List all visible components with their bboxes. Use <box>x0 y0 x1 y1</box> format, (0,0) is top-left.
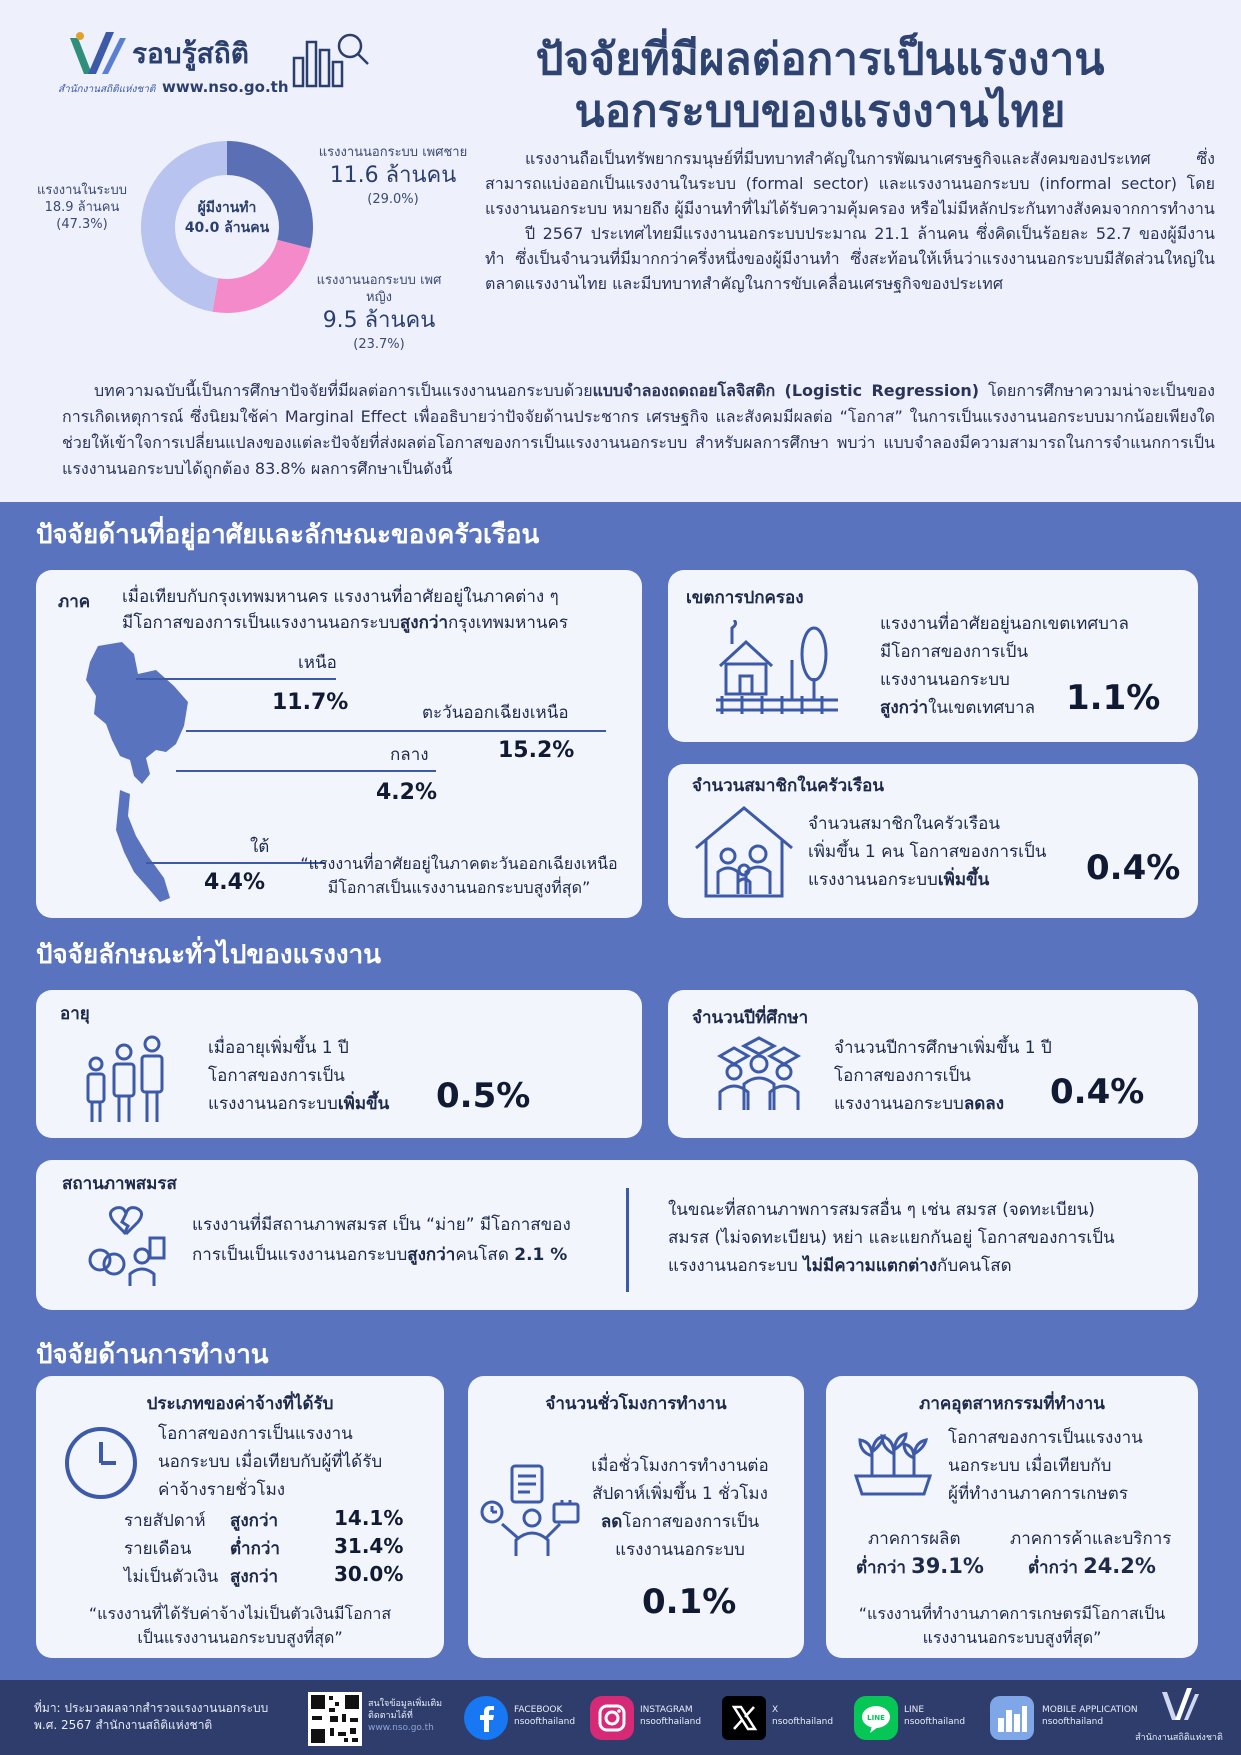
rural-house-icon <box>712 620 842 716</box>
household-line-1: จำนวนสมาชิกในครัวเรือน <box>808 814 1000 834</box>
page-title-line-2: นอกระบบของแรงงานไทย <box>574 86 1066 137</box>
clock-icon <box>62 1424 140 1502</box>
page-title-line-1: ปัจจัยที่มีผลต่อการเป็นแรงงาน <box>535 34 1105 85</box>
services-dir: ต่ำกว่า <box>1028 1558 1078 1578</box>
qr-code-icon[interactable] <box>308 1692 362 1746</box>
household-heading: จำนวนสมาชิกในครัวเรือน <box>692 776 884 796</box>
marital-left-line-1: แรงงานที่มีสถานภาพสมรส เป็น “ม่าย” มีโอกาสของ <box>192 1215 571 1235</box>
marital-divider <box>626 1188 629 1292</box>
instagram-handle: nsoofthailand <box>640 1717 702 1727</box>
municipal-line-4-rest: ในเขตเทศบาล <box>928 698 1036 718</box>
logo-url: www.nso.go.th <box>162 78 289 96</box>
marital-left-rest: คนโสด <box>455 1245 515 1265</box>
household-value: 0.4% <box>1086 848 1181 888</box>
wage-row-dir: ต่ำกว่า <box>230 1539 280 1559</box>
region-heading: ภาค <box>58 592 91 612</box>
wage-row-dir: สูงกว่า <box>230 1511 279 1531</box>
industry-line-3: ผู้ที่ทำงานภาคการเกษตร <box>948 1484 1128 1504</box>
municipal-line-2: มีโอกาสของการเป็น <box>880 642 1029 662</box>
marital-left-text <box>192 1210 632 1270</box>
wage-card <box>36 1376 444 1658</box>
region-text-c: กรุงเทพมหานคร <box>447 613 569 633</box>
marital-right-line-3 <box>668 1252 1188 1280</box>
marital-right-rest: กับคนโสด <box>937 1256 1012 1276</box>
municipal-card <box>668 570 1198 742</box>
north-value: 11.7% <box>272 690 349 715</box>
industry-line-2: นอกระบบ เมื่อเทียบกับ <box>948 1456 1112 1476</box>
industry-heading: ภาคอุตสาหกรรมที่ทำงาน <box>919 1394 1105 1414</box>
footer-social-x[interactable] <box>772 1704 833 1728</box>
intro-paragraph-3 <box>62 378 1215 482</box>
marital-left-value: 2.1 % <box>514 1245 568 1265</box>
marital-right-line-3-text: แรงงานนอกระบบ <box>668 1256 804 1276</box>
nso-footer-emblem-icon <box>1160 1686 1200 1724</box>
hours-line-3-bold: ลด <box>600 1512 623 1532</box>
municipal-line-4-bold: สูงกว่า <box>880 698 929 718</box>
age-heading: อายุ <box>60 1004 90 1024</box>
marital-right-line-1: ในขณะที่สถานภาพการสมรสอื่น ๆ เช่น สมรส (จดทะเบียน) <box>668 1200 1095 1220</box>
services-result <box>1028 1554 1156 1581</box>
wage-row <box>124 1564 424 1592</box>
section-3-title: ปัจจัยด้านการทำงาน <box>36 1340 269 1370</box>
services-value: 24.2% <box>1083 1554 1156 1578</box>
wage-row <box>124 1536 424 1564</box>
donut-center-label <box>140 198 314 238</box>
footer <box>0 1680 1241 1755</box>
education-line-2: โอกาสของการเป็น <box>834 1066 971 1086</box>
logo-title: รอบรู้สถิติ <box>132 37 249 70</box>
household-card <box>668 764 1198 918</box>
wage-row-dir: สูงกว่า <box>230 1567 279 1587</box>
footer-social-instagram[interactable] <box>640 1704 701 1728</box>
municipal-line-1: แรงงานที่อาศัยอยู่นอกเขตเทศบาล <box>880 614 1129 634</box>
wage-line-1: โอกาสของการเป็นแรงงาน <box>158 1424 353 1444</box>
wage-line-3: ค่าจ้างรายชั่วโมง <box>158 1480 286 1500</box>
footer-source-line-2: พ.ศ. 2567 สำนักงานสถิติแห่งชาติ <box>34 1718 213 1732</box>
facebook-handle: nsoofthailand <box>514 1717 576 1727</box>
hours-card <box>468 1376 804 1658</box>
northeast-label: ตะวันออกเฉียงเหนือ <box>422 703 569 723</box>
industry-quote-line-2: แรงงานนอกระบบสูงที่สุด” <box>922 1628 1102 1647</box>
region-quote-line-1: “แรงงานที่อาศัยอยู่ในภาคตะวันออกเฉียงเหนือ <box>300 854 618 873</box>
instagram-icon[interactable] <box>590 1696 634 1740</box>
industry-quote <box>826 1602 1198 1650</box>
hours-value: 0.1% <box>642 1582 737 1622</box>
age-text <box>208 1034 448 1118</box>
wage-line-2: นอกระบบ เมื่อเทียบกับผู้ที่ได้รับ <box>158 1452 383 1472</box>
region-quote <box>286 852 632 900</box>
manufacturing-result <box>856 1554 984 1581</box>
age-line-2: โอกาสของการเป็น <box>208 1066 345 1086</box>
intro-p3-b: โดยการศึกษาความน่าจะเป็นของการเกิดเหตุการณ์ ซึ่งนิยมใช้ค่า Marginal Effect เพื่ออธิบายว่าปัจจัยด้านประชากร เศรษฐกิจ และสังคมมีผลต่อ “โอกาส” ในการเป็นแรงงานนอกระบบมากน้อยเพียงใด ช่วยให้เข้าใจการเปลี่ยนแปลงของแต่ละปัจจัยที่ส่งผลต่อโอกาสของการเป็นแรงงานนอกระบบ สำหรับผลการศึกษา พบว่า แบบจำลองมีความสามารถในการจำแนกการเป็นแรงงานนอกระบบได้ถูกต้อง 83.8% ผลการศึกษาเป็นดังนี้ <box>62 381 1215 478</box>
line-icon[interactable] <box>854 1696 898 1740</box>
education-card <box>668 990 1198 1138</box>
x-name: X <box>772 1705 779 1715</box>
marital-right-text <box>668 1196 1188 1280</box>
manufacturing-label: ภาคการผลิต <box>868 1529 961 1549</box>
x-handle: nsoofthailand <box>772 1717 834 1727</box>
nso-logo[interactable] <box>58 28 378 100</box>
wage-row <box>124 1508 424 1536</box>
plant-tray-icon <box>852 1432 934 1498</box>
age-line-3 <box>208 1090 448 1118</box>
hours-text <box>570 1452 790 1564</box>
marital-right-line-2: สมรส (ไม่จดทะเบียน) หย่า และแยกกันอยู่ โอกาสของการเป็น <box>668 1228 1115 1248</box>
municipal-value: 1.1% <box>1066 678 1161 718</box>
broken-heart-rings-icon <box>84 1204 168 1288</box>
intro-text <box>485 146 1215 296</box>
education-line-3-bold: ลดลง <box>963 1094 1005 1114</box>
education-value: 0.4% <box>1050 1072 1145 1112</box>
household-line-3-text: แรงงานนอกระบบ <box>808 870 938 890</box>
page-title <box>420 34 1220 138</box>
footer-qr-line-1: สนใจข้อมูลเพิ่มเติม <box>368 1699 443 1709</box>
section-2-title: ปัจจัยลักษณะทั่วไปของแรงงาน <box>36 940 381 970</box>
male-informal-value: 11.6 ล้านคน <box>329 163 457 188</box>
marital-right-bold: ไม่มีความแตกต่าง <box>803 1256 938 1276</box>
male-informal-label <box>318 144 468 208</box>
footer-social-line[interactable] <box>904 1704 965 1728</box>
education-line-3-text: แรงงานนอกระบบ <box>834 1094 964 1114</box>
region-text-bold: สูงกว่า <box>399 613 448 633</box>
logo-org-name: สำนักงานสถิติแห่งชาติ <box>58 84 156 95</box>
region-text-b: มีโอกาสของการเป็นแรงงานนอกระบบ <box>122 613 400 633</box>
region-text-line-2 <box>122 610 632 636</box>
marital-heading: สถานภาพสมรส <box>62 1174 177 1194</box>
education-line-1: จำนวนปีการศึกษาเพิ่มขึ้น 1 ปี <box>834 1038 1052 1058</box>
donut-center-line-2: 40.0 ล้านคน <box>184 220 270 236</box>
wage-row-value: 31.4% <box>334 1534 404 1558</box>
formal-name: แรงงานในระบบ <box>37 183 127 198</box>
intro-p3-bold: แบบจำลองถดถอยโลจิสติก (Logistic Regression) <box>592 381 980 400</box>
footer-source-line-1: ที่มา: ประมวลผลจากสำรวจแรงงานนอกระบบ <box>34 1701 269 1715</box>
marital-left-bold: สูงกว่า <box>407 1245 456 1265</box>
donut-center-line-1: ผู้มีงานทำ <box>197 200 257 216</box>
x-icon[interactable] <box>722 1696 766 1740</box>
marital-left-line-2 <box>192 1240 632 1270</box>
age-line-1: เมื่ออายุเพิ่มขึ้น 1 ปี <box>208 1038 349 1058</box>
female-informal-value: 9.5 ล้านคน <box>322 308 436 333</box>
south-label: ใต้ <box>250 837 270 857</box>
chart-magnifier-icon <box>290 28 370 90</box>
donut-slice-female-informal <box>212 240 310 313</box>
footer-qr-text <box>368 1698 448 1734</box>
hours-line-4: แรงงานนอกระบบ <box>615 1540 745 1560</box>
line-name: LINE <box>904 1705 925 1715</box>
northeast-value: 15.2% <box>498 738 575 763</box>
wage-row-type: ไม่เป็นตัวเงิน <box>124 1567 219 1587</box>
hours-line-3 <box>570 1508 790 1536</box>
footer-qr-url[interactable]: www.nso.go.th <box>368 1723 434 1733</box>
formal-label <box>34 182 130 233</box>
intro-p3-a: บทความฉบับนี้เป็นการศึกษาปัจจัยที่มีผลต่อการเป็นแรงงานนอกระบบด้วย <box>94 381 593 400</box>
intro-paragraph-2: ปี 2567 ประเทศไทยมีแรงงานนอกระบบประมาณ 21.1 ล้านคน ซึ่งคิดเป็นร้อยละ 52.7 ของผู้มีงานทำ ซึ่งเป็นจำนวนที่มีมากกว่าครึ่งหนึ่งของผู้มีงานทำ ซึ่งสะท้อนให้เห็นว่าแรงงานนอกระบบมีสัดส่วนใหญ่ในตลาดแรงงานไทย และมีบทบาทสำคัญในการขับเคลื่อนเศรษฐกิจของประเทศ <box>485 224 1215 293</box>
employment-donut <box>140 140 314 314</box>
svg-text:LINE: LINE <box>867 1714 885 1722</box>
region-text <box>122 584 632 636</box>
hours-line-1: เมื่อชั่วโมงการทำงานต่อ <box>591 1456 769 1476</box>
wage-row-value: 30.0% <box>334 1562 404 1586</box>
north-line <box>136 678 336 680</box>
nso-emblem-icon <box>66 28 128 80</box>
region-text-line-1: เมื่อเทียบกับกรุงเทพมหานคร แรงงานที่อาศัยอยู่ในภาคต่าง ๆ <box>122 587 559 607</box>
female-informal-label <box>304 272 454 353</box>
graduates-icon <box>714 1034 804 1114</box>
region-quote-line-2: มีโอกาสเป็นแรงงานนอกระบบสูงที่สุด” <box>327 878 591 897</box>
wage-row-value: 14.1% <box>334 1506 404 1530</box>
header-area <box>0 0 1241 502</box>
north-label: เหนือ <box>298 653 337 673</box>
industry-card <box>826 1376 1198 1658</box>
education-heading: จำนวนปีที่ศึกษา <box>692 1008 809 1028</box>
household-line-3 <box>808 866 1068 894</box>
central-line <box>176 770 436 772</box>
formal-value: 18.9 ล้านคน <box>44 200 120 215</box>
app-handle: nsoofthailand <box>1042 1717 1104 1727</box>
hours-line-3-rest: โอกาสของการเป็น <box>622 1512 760 1532</box>
northeast-line <box>186 730 606 732</box>
hours-line-2: สัปดาห์เพิ่มขึ้น 1 ชั่วโมง <box>592 1484 768 1504</box>
marital-card <box>36 1160 1198 1310</box>
footer-social-facebook[interactable] <box>514 1704 575 1728</box>
age-people-icon <box>80 1030 176 1126</box>
thailand-map-icon <box>76 640 196 910</box>
industry-text <box>948 1424 1188 1508</box>
services-label: ภาคการค้าและบริการ <box>1010 1529 1172 1549</box>
wage-quote <box>36 1602 444 1650</box>
facebook-icon[interactable] <box>464 1696 508 1740</box>
footer-org: สำนักงานสถิติแห่งชาติ <box>1135 1733 1223 1743</box>
region-card <box>36 570 642 918</box>
mobile-app-icon[interactable] <box>990 1696 1034 1740</box>
wage-quote-line-2: เป็นแรงงานนอกระบบสูงที่สุด” <box>137 1628 343 1647</box>
footer-social-app[interactable] <box>1042 1704 1138 1728</box>
male-informal-name: แรงงานนอกระบบ เพศชาย <box>318 145 468 160</box>
south-value: 4.4% <box>204 870 266 895</box>
wage-text <box>158 1420 438 1504</box>
central-label: กลาง <box>390 745 429 765</box>
industry-quote-line-1: “แรงงานที่ทำงานภาคการเกษตรมีโอกาสเป็น <box>858 1604 1166 1623</box>
instagram-name: INSTAGRAM <box>640 1705 693 1715</box>
hours-heading: จำนวนชั่วโมงการทำงาน <box>545 1394 727 1414</box>
female-informal-name: แรงงานนอกระบบ เพศหญิง <box>316 273 442 305</box>
central-value: 4.2% <box>376 780 438 805</box>
formal-pct: (47.3%) <box>56 217 108 232</box>
male-informal-pct: (29.0%) <box>367 192 419 207</box>
wage-row-type: รายสัปดาห์ <box>124 1511 206 1531</box>
wage-quote-line-1: “แรงงานที่ได้รับค่าจ้างไม่เป็นตัวเงินมีโอกาส <box>88 1604 392 1623</box>
age-card <box>36 990 642 1138</box>
female-informal-pct: (23.7%) <box>353 337 405 352</box>
app-name: MOBILE APPLICATION <box>1042 1705 1138 1715</box>
industry-line-1: โอกาสของการเป็นแรงงาน <box>948 1428 1143 1448</box>
wage-row-type: รายเดือน <box>124 1539 192 1559</box>
manufacturing-dir: ต่ำกว่า <box>856 1558 906 1578</box>
age-line-3-text: แรงงานนอกระบบ <box>208 1094 338 1114</box>
manufacturing-value: 39.1% <box>911 1554 984 1578</box>
municipal-heading: เขตการปกครอง <box>686 588 804 608</box>
municipal-line-3: แรงงานนอกระบบ <box>880 670 1010 690</box>
age-value: 0.5% <box>436 1076 531 1116</box>
intro-paragraph-1: แรงงานถือเป็นทรัพยากรมนุษย์ที่มีบทบาทสำคัญในการพัฒนาเศรษฐกิจและสังคมของประเทศ ซึ่งสามารถแบ่งออกเป็นแรงงานในระบบ (formal sector) และแรงงานนอกระบบ (informal sector) โดยแรงงานนอกระบบ หมายถึง ผู้มีงานทำที่ไม่ได้รับความคุ้มครอง หรือไม่มีหลักประกันทางสังคมจากการทำงาน <box>485 149 1215 218</box>
family-house-icon <box>692 804 796 900</box>
household-text <box>808 810 1068 894</box>
wage-heading: ประเภทของค่าจ้างที่ได้รับ <box>146 1394 334 1414</box>
section-1-title: ปัจจัยด้านที่อยู่อาศัยและลักษณะของครัวเรือน <box>36 520 540 550</box>
footer-source <box>34 1700 294 1734</box>
household-line-3-bold: เพิ่มขึ้น <box>937 870 990 890</box>
facebook-name: FACEBOOK <box>514 1705 563 1715</box>
household-line-2: เพิ่มขึ้น 1 คน โอกาสของการเป็น <box>808 842 1047 862</box>
age-line-3-bold: เพิ่มขึ้น <box>337 1094 390 1114</box>
footer-qr-line-2: ติดตามได้ที่ <box>368 1711 413 1721</box>
marital-left-line-2-text: การเป็นเป็นแรงงานนอกระบบ <box>192 1245 408 1265</box>
line-handle: nsoofthailand <box>904 1717 966 1727</box>
